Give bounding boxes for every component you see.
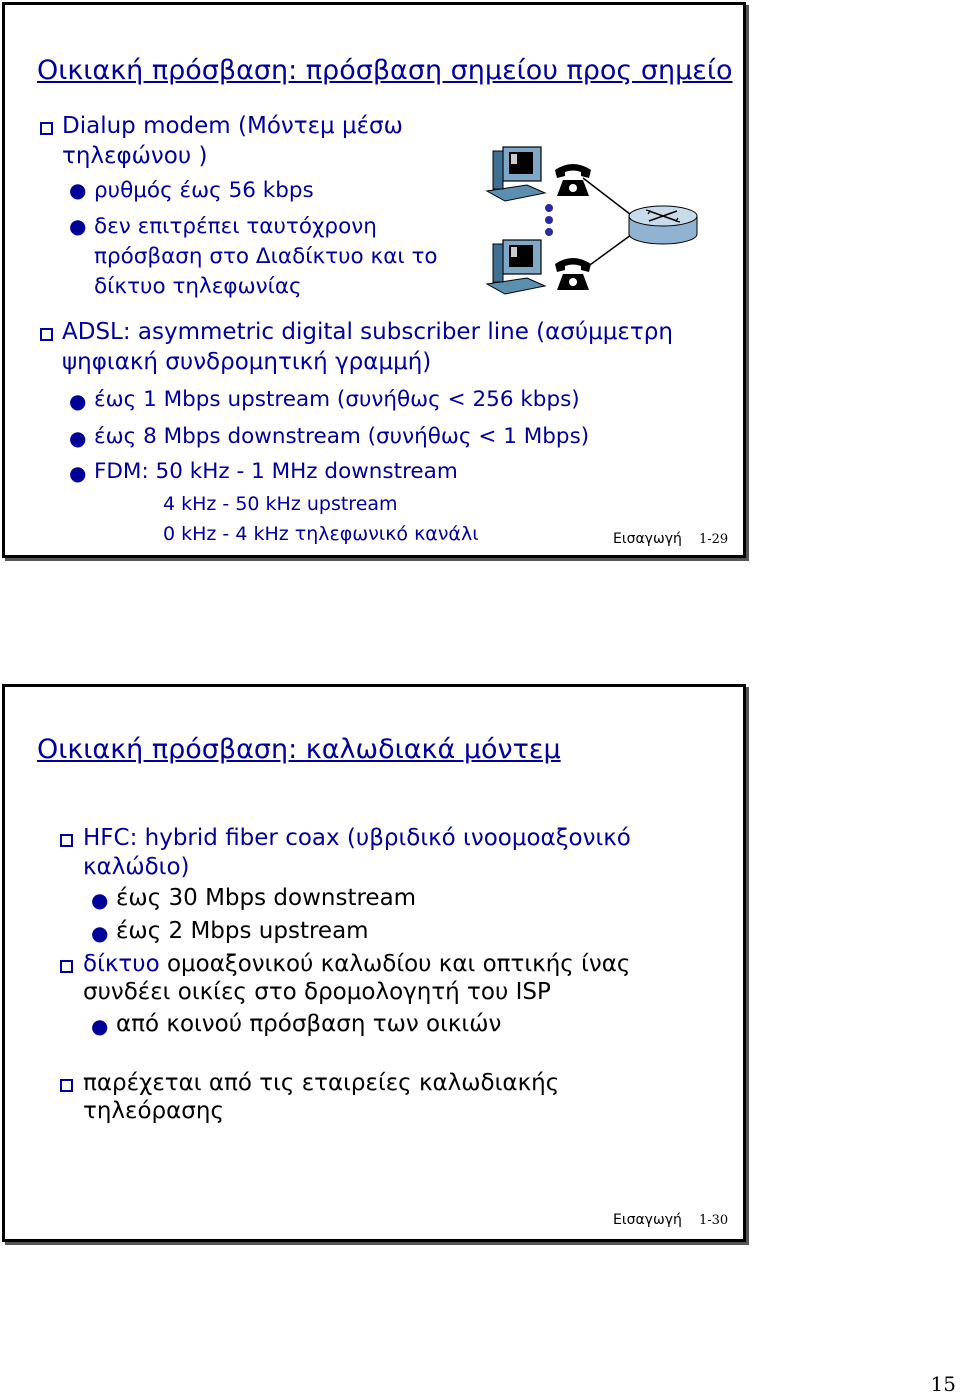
router-icon xyxy=(629,206,697,244)
square-bullet-icon xyxy=(40,328,53,341)
round-bullet-icon: ● xyxy=(91,921,109,945)
bullet-provided-line1: παρέχεται από τις εταιρείες καλωδιακής xyxy=(83,1070,560,1096)
subbullet-no-simultaneous-l3: δίκτυο τηλεφωνίας xyxy=(94,274,302,299)
link-line xyxy=(583,178,635,218)
subbullet-upstream: έως 1 Mbps upstream (συνήθως < 256 kbps) xyxy=(94,387,580,412)
subbullet-no-simultaneous-l2: πρόσβαση στο Διαδίκτυο και το xyxy=(94,244,438,269)
slide-title: Οικιακή πρόσβαση: καλωδιακά μόντεμ xyxy=(37,734,561,765)
pc-icon xyxy=(487,240,545,294)
network-desc: ομοαξονικού καλωδίου και οπτικής ίνας xyxy=(159,951,631,977)
bullet-dialup-line1: Dialup modem (Μόντεμ μέσω xyxy=(62,113,403,139)
round-bullet-icon: ● xyxy=(69,426,87,450)
bullet-hfc-line1: HFC: hybrid fiber coax (υβριδικό ινοομοαξονικό xyxy=(83,825,631,851)
pc-icon xyxy=(487,147,545,201)
round-bullet-icon: ● xyxy=(69,389,87,413)
subbullet-downstream: έως 30 Mbps downstream xyxy=(116,885,417,911)
footer-slide-number: 1-29 xyxy=(699,532,729,547)
bullet-network-line1 xyxy=(83,951,630,977)
round-bullet-icon: ● xyxy=(69,461,87,485)
square-bullet-icon xyxy=(60,960,73,973)
round-bullet-icon: ● xyxy=(91,1014,109,1038)
slide-1-29 xyxy=(2,2,746,558)
network-word: δίκτυο xyxy=(83,951,160,977)
bullet-provided-line2: τηλεόρασης xyxy=(83,1098,224,1124)
ellipsis-dots-icon xyxy=(545,204,553,236)
bullet-hfc-line2: καλώδιο) xyxy=(83,854,190,880)
footer-slide-number: 1-30 xyxy=(699,1213,729,1228)
square-bullet-icon xyxy=(60,834,73,847)
slide-1-30 xyxy=(2,684,746,1242)
square-bullet-icon xyxy=(40,122,53,135)
subbullet-shared-access: από κοινού πρόσβαση των οικιών xyxy=(116,1011,502,1037)
subbullet-rate: ρυθμός έως 56 kbps xyxy=(94,178,314,203)
bullet-adsl-line2: ψηφιακή συνδρομητική γραμμή) xyxy=(62,349,432,375)
telephone-icon xyxy=(555,258,591,290)
fdm-phone-band: 0 kHz - 4 kHz τηλεφωνικό κανάλι xyxy=(163,523,479,545)
footer-section: Εισαγωγή xyxy=(613,1212,682,1228)
footer-section: Εισαγωγή xyxy=(613,531,682,547)
square-bullet-icon xyxy=(60,1079,73,1092)
page-number: 15 xyxy=(930,1372,956,1396)
subbullet-upstream: έως 2 Mbps upstream xyxy=(116,918,369,944)
bullet-network-line2: συνδέει οικίες στο δρομολογητή του ISP xyxy=(83,979,551,1005)
bullet-adsl-line1: ADSL: asymmetric digital subscriber line (ασύμμετρη xyxy=(62,319,673,345)
bullet-dialup-line2: τηλεφώνου ) xyxy=(62,143,208,169)
subbullet-downstream: έως 8 Mbps downstream (συνήθως < 1 Mbps) xyxy=(94,424,590,449)
fdm-upstream-band: 4 kHz - 50 kHz upstream xyxy=(163,493,398,515)
dialup-network-diagram xyxy=(483,140,705,300)
round-bullet-icon: ● xyxy=(69,178,87,202)
subbullet-fdm: FDM: 50 kHz - 1 MHz downstream xyxy=(94,459,458,484)
round-bullet-icon: ● xyxy=(91,888,109,912)
slide-title: Οικιακή πρόσβαση: πρόσβαση σημείου προς σημείο xyxy=(37,55,733,86)
round-bullet-icon: ● xyxy=(69,214,87,238)
subbullet-no-simultaneous-l1: δεν επιτρέπει ταυτόχρονη xyxy=(94,214,377,239)
